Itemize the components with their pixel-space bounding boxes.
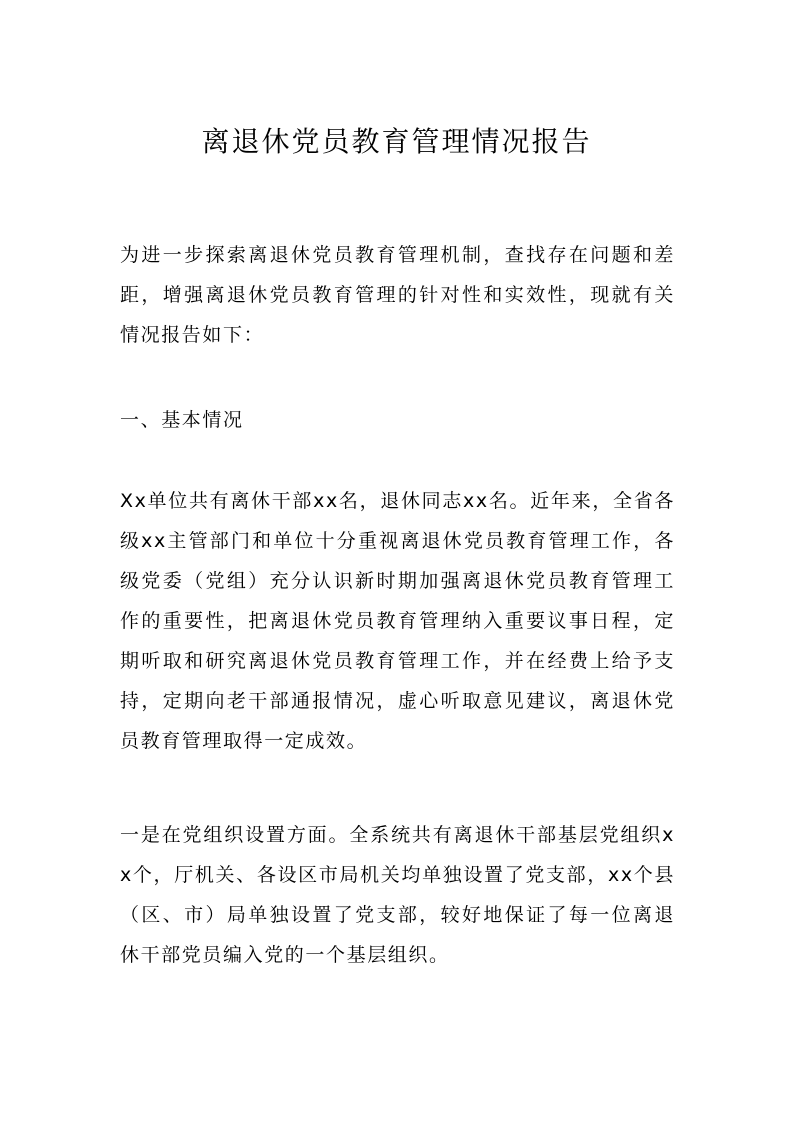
intro-paragraph: 为进一步探索离退休党员教育管理机制，查找存在问题和差距，增强离退休党员教育管理的针对性和实效性，现就有关情况报告如下：	[120, 244, 675, 346]
section-heading-basic-situation: 一、基本情况	[120, 409, 244, 431]
basic-situation-paragraph: Xx单位共有离休干部xx名，退休同志xx名。近年来，全省各级xx主管部门和单位十分重视离退休党员教育管理工作，各级党委（党组）充分认识新时期加强离退休党员教育管理工作的重要性，把离退休党员教育管理纳入重要议事日程，定期听取和研究离退休党员教育管理工作，并在经费上给予支持，定期向老干部通报情况，虚心听取意见建议，离退休党员教育管理取得一定成效。	[120, 490, 675, 752]
party-organization-paragraph: 一是在党组织设置方面。全系统共有离退休干部基层党组织xx个，厅机关、各设区市局机关均单独设置了党支部，xx个县（区、市）局单独设置了党支部，较好地保证了每一位离退休干部党员编入党的一个基层组织。	[120, 824, 675, 966]
document-title: 离退休党员教育管理情况报告	[201, 125, 592, 158]
